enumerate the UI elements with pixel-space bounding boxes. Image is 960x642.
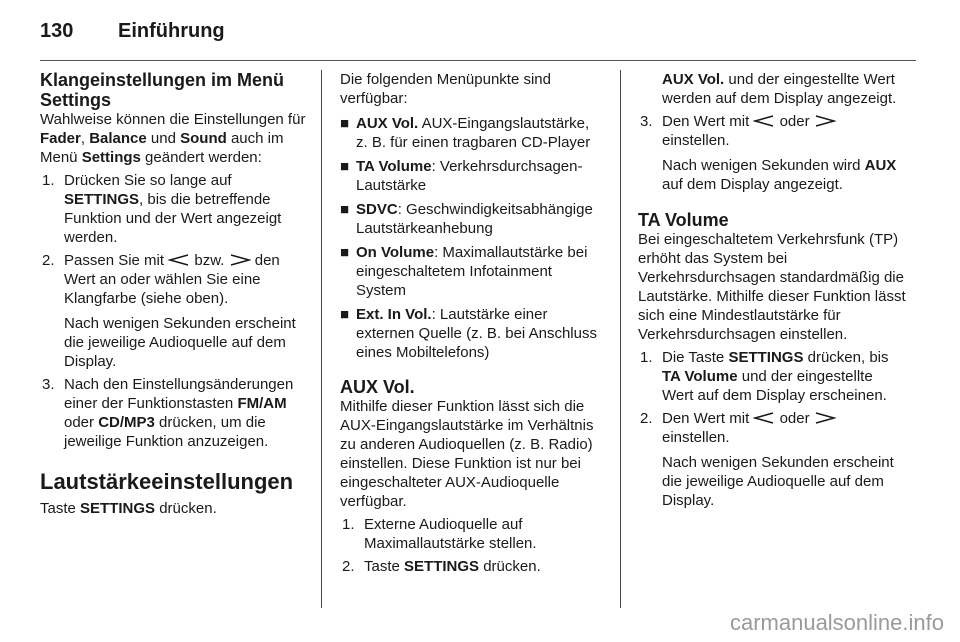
paragraph: Wahlweise können die Einstellungen für Fader, Balance und Sound auch im Menü Settings geändert werden: [40,111,306,166]
list-item: 3. Den Wert mit oder einstellen. Nach wenigen Sekunden wird AUX auf dem Display angezeigt. [638,112,906,194]
paragraph: Mithilfe dieser Funktion lässt sich die AUX-Eingangslautstärke im Verhältnis zu anderen Audioquellen (z. B. Radio) einstellen. Diese Funktion ist nur bei eingeschalteter AUX-Audioquelle verfügbar. [340,398,594,510]
arrow-left-icon [753,412,775,424]
arrow-left-icon [168,254,190,266]
step-list [340,515,604,576]
step-note: Nach wenigen Sekunden erscheint die jeweilige Audioquelle auf dem Display. [662,454,894,509]
column-2 [340,70,604,580]
header-rule [40,60,916,61]
list-item: ■ On Volume: Maximallautstärke bei eingeschaltetem Infotainment System [340,244,588,299]
list-item: 1. Drücken Sie so lange auf SETTINGS, bis die betreffende Funktion und der Wert angezeigt werden. [42,172,282,246]
step-list [638,70,906,194]
list-item: ■ AUX Vol. AUX-Eingangslautstärke, z. B. für einen tragbaren CD-Player [340,115,591,151]
section-heading: TA Volume [638,210,729,230]
arrow-right-icon [229,254,251,266]
list-item: ■ TA Volume: Verkehrsdurchsagen-Lautstärke [340,158,583,194]
list-item: 2. Passen Sie mit bzw. den Wert an oder wählen Sie eine Klangfarbe (siehe oben). Nach wenigen Sekunden erscheint die jeweilige Audioquelle auf dem Display. [40,251,310,371]
menu-item-list [340,114,604,362]
step-list [40,171,310,451]
arrow-left-icon [753,115,775,127]
list-item: 2. Den Wert mit oder einstellen. Nach wenigen Sekunden erscheint die jeweilige Audioquelle auf dem Display. [638,409,906,510]
paragraph: Taste SETTINGS drücken. [40,500,217,517]
list-item: 1. Die Taste SETTINGS drücken, bis TA Volume und der eingestellte Wert auf dem Display erscheinen. [640,349,889,404]
list-item: ■ Ext. In Vol.: Lautstärke einer externen Quelle (z. B. bei Anschluss eines Mobiltelefons) [340,306,597,361]
step-list [638,348,906,510]
page-number: 130 [40,20,74,42]
arrow-right-icon [814,115,836,127]
list-item: 3. Nach den Einstellungsänderungen einer der Funktionstasten FM/AM oder CD/MP3 drücken, um die jeweilige Funktion anzuzeigen. [42,376,294,450]
column-divider [321,70,322,608]
column-1 [40,70,310,518]
chapter-title: Einführung [118,20,225,42]
step-note: Nach wenigen Sekunden wird AUX auf dem Display angezeigt. [662,157,897,193]
paragraph: Bei eingeschaltetem Verkehrsfunk (TP) erhöht das System bei Verkehrsdurchsagen standardmäßig die Lautstärke. Mithilfe dieser Funktion lässt sich eine Mindestlautstärke für Verkehrsdurchsagen einstellen. [638,231,906,343]
list-item: AUX Vol. und der eingestellte Wert werden auf dem Display angezeigt. [662,71,897,107]
section-heading: Lautstärkeeinstellungen [40,469,294,494]
page-header [40,16,916,56]
list-item: 1. Externe Audioquelle auf Maximallautstärke stellen. [342,516,537,552]
column-3 [638,70,906,514]
section-heading: Klangeinstellungen im Menü Settings [40,70,285,110]
column-divider [620,70,621,608]
arrow-right-icon [814,412,836,424]
watermark: carmanualsonline.info [729,610,944,635]
step-note: Nach wenigen Sekunden erscheint die jeweilige Audioquelle auf dem Display. [64,315,296,370]
list-item: ■ SDVC: Geschwindigkeitsabhängige Lautstärkeanhebung [340,201,593,237]
paragraph: Die folgenden Menüpunkte sind verfügbar: [340,71,551,107]
list-item: 2. Taste SETTINGS drücken. [342,558,541,575]
section-heading: AUX Vol. [340,377,415,397]
